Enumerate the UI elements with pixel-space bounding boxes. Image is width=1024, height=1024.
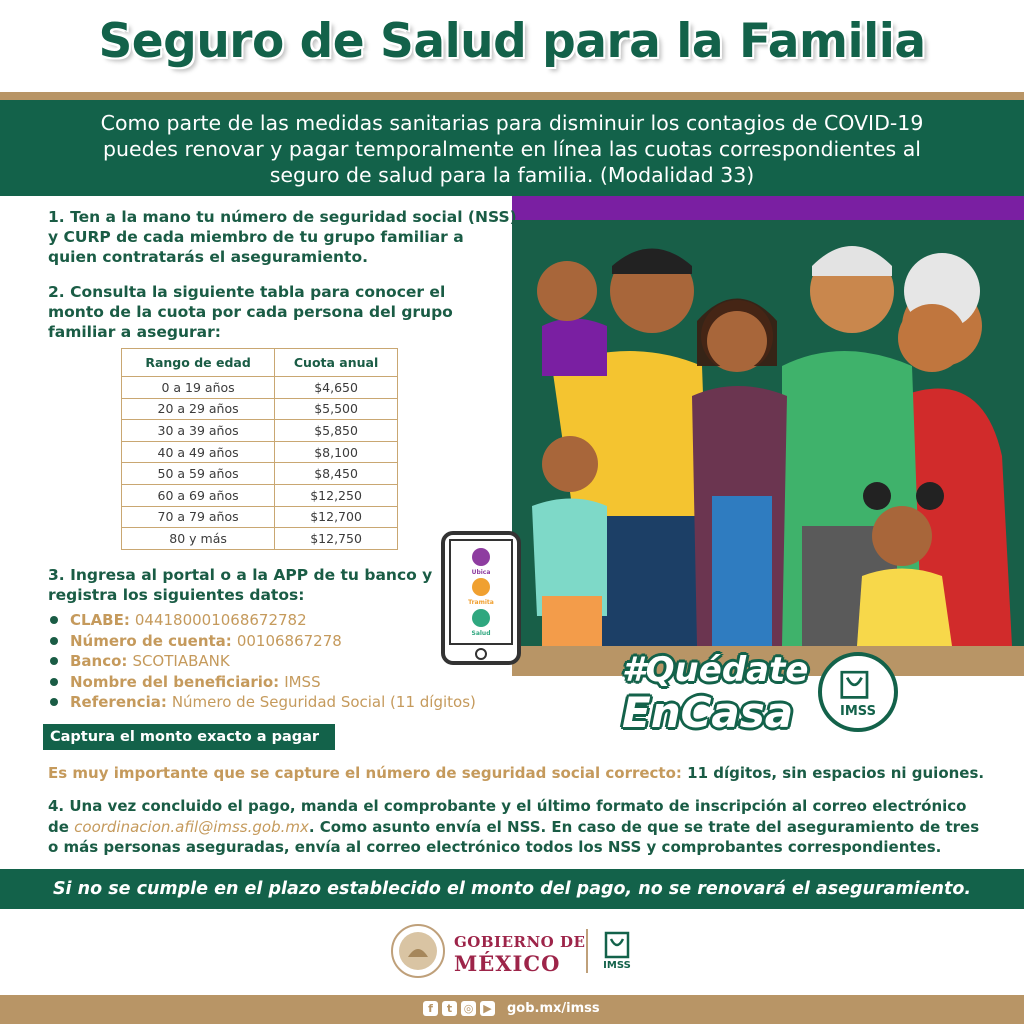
bank-field-value: SCOTIABANK — [132, 652, 230, 670]
table-row — [122, 377, 398, 399]
step-2: 2. Consulta la siguiente tabla para conocer el monto de la cuota por cada persona del grupo familiar a asegurar: — [48, 283, 453, 341]
imss-small-logo — [600, 931, 634, 975]
logo-separator — [586, 929, 588, 973]
table-row — [122, 398, 398, 420]
youtube-icon[interactable]: ▶ — [480, 1001, 495, 1016]
table-row — [122, 506, 398, 528]
gobierno-line2: MÉXICO — [454, 951, 561, 976]
table-cell: 40 a 49 años — [122, 441, 275, 463]
table-cell: 20 a 29 años — [122, 398, 275, 420]
app-label-tramita: Tramita — [468, 599, 494, 606]
table-cell: 80 y más — [122, 528, 275, 550]
list-item — [50, 692, 520, 713]
app-label-ubica: Ubica — [471, 569, 491, 576]
step-1: 1. Ten a la mano tu número de seguridad social (NSS) y CURP de cada miembro de tu grupo familiar a quien contratarás el aseguramiento. — [48, 208, 517, 266]
table-cell: $12,250 — [275, 484, 398, 506]
step-4 — [48, 796, 988, 858]
table-row — [122, 420, 398, 442]
table-cell: $12,750 — [275, 528, 398, 550]
step-4-text-continued: . Como asunto envía el NSS. En caso de que se trate del aseguramiento de tres o más personas aseguradas, envía al correo electrónico todos los NSS y comprobantes correspondientes. — [48, 817, 980, 856]
list-item — [50, 672, 520, 693]
important-note — [48, 764, 1008, 782]
warning-banner: Si no se cumple en el plazo establecido el monto del pago, no se renovará el aseguramiento. — [0, 869, 1024, 909]
bank-field-label: Nombre del beneficiario: — [70, 672, 280, 691]
imss-logo — [818, 652, 898, 732]
table-cell: 70 a 79 años — [122, 506, 275, 528]
footer-url-link[interactable]: gob.mx/imss — [507, 1001, 600, 1016]
intro-banner — [0, 100, 1024, 196]
gobierno-line1: GOBIERNO DE — [454, 933, 586, 951]
gobierno-text — [454, 931, 585, 975]
table-cell: $8,450 — [275, 463, 398, 485]
table-row — [122, 463, 398, 485]
bank-field-label: CLABE: — [70, 611, 130, 629]
bank-field-value: 044180001068672782 — [134, 611, 307, 629]
bank-field-label: Número de cuenta: — [70, 631, 232, 650]
table-cell: $4,650 — [275, 377, 398, 399]
column-header: Rango de edad — [122, 349, 275, 377]
table-header-row — [122, 349, 398, 377]
bank-field-label: Referencia: — [70, 693, 167, 711]
bullet-icon — [50, 616, 58, 624]
hashtag-line2: EnCasa — [622, 688, 794, 737]
table-cell: $12,700 — [275, 506, 398, 528]
table-cell: 60 a 69 años — [122, 484, 275, 506]
capture-amount-banner: Captura el monto exacto a pagar — [43, 724, 335, 750]
bullet-icon — [50, 678, 58, 686]
facebook-icon[interactable]: f — [423, 1001, 438, 1016]
bank-field-label: Banco: — [70, 652, 128, 670]
table-cell: 0 a 19 años — [122, 377, 275, 399]
table-row — [122, 441, 398, 463]
email-link[interactable]: coordinacion.afil@imss.gob.mx — [74, 817, 309, 836]
bank-field-value: 00106867278 — [236, 631, 342, 650]
page-title: Seguro de Salud para la Familia — [98, 14, 926, 69]
bullet-icon — [50, 657, 58, 665]
table-cell: 30 a 39 años — [122, 420, 275, 442]
intro-text: Como parte de las medidas sanitarias para disminuir los contagios de COVID-19 puedes renovar y pagar temporalmente en línea las cuotas correspondientes al seguro de salud para la familia. (Modalidad 33) — [100, 111, 924, 187]
table-cell: $8,100 — [275, 441, 398, 463]
bank-field-value: Número de Seguridad Social (11 dígitos) — [171, 693, 476, 711]
app-label-salud: Salud — [471, 630, 491, 637]
step-3: 3. Ingresa al portal o a la APP de tu banco y registra los siguientes datos: — [48, 566, 433, 604]
bank-field-value: IMSS — [284, 672, 321, 691]
table-cell: $5,500 — [275, 398, 398, 420]
table-cell: $5,850 — [275, 420, 398, 442]
column-header: Cuota anual — [275, 349, 398, 377]
table-cell: 50 a 59 años — [122, 463, 275, 485]
table-row — [122, 528, 398, 550]
mexico-coat-of-arms-icon — [390, 923, 446, 979]
list-item — [50, 651, 520, 672]
step-4-text: 4. Una vez concluido el pago, manda el comprobante y el último formato de inscripción al correo electrónico de — [48, 797, 967, 836]
bullet-icon — [50, 698, 58, 706]
instagram-icon[interactable]: ◎ — [461, 1001, 476, 1016]
social-links — [423, 1001, 600, 1016]
gobierno-de-mexico-logo — [390, 921, 640, 981]
imss-logo-label: IMSS — [840, 704, 876, 719]
list-item — [50, 631, 520, 652]
bank-data-list — [50, 610, 520, 713]
hashtag-line1: #Quédate — [622, 650, 809, 690]
important-digits-text: 11 dígitos, sin espacios ni guiones. — [681, 764, 985, 782]
imss-small-emblem-icon — [600, 931, 634, 961]
bullet-icon — [50, 637, 58, 645]
table-row — [122, 484, 398, 506]
family-illustration — [512, 196, 1024, 676]
important-text: Es muy importante que se capture el número de seguridad social correcto: — [48, 764, 682, 782]
gold-divider — [0, 92, 1024, 100]
fee-table — [121, 348, 398, 550]
imss-small-label: IMSS — [603, 960, 631, 971]
list-item — [50, 610, 520, 631]
twitter-icon[interactable]: t — [442, 1001, 457, 1016]
footer-bar — [0, 995, 1024, 1024]
